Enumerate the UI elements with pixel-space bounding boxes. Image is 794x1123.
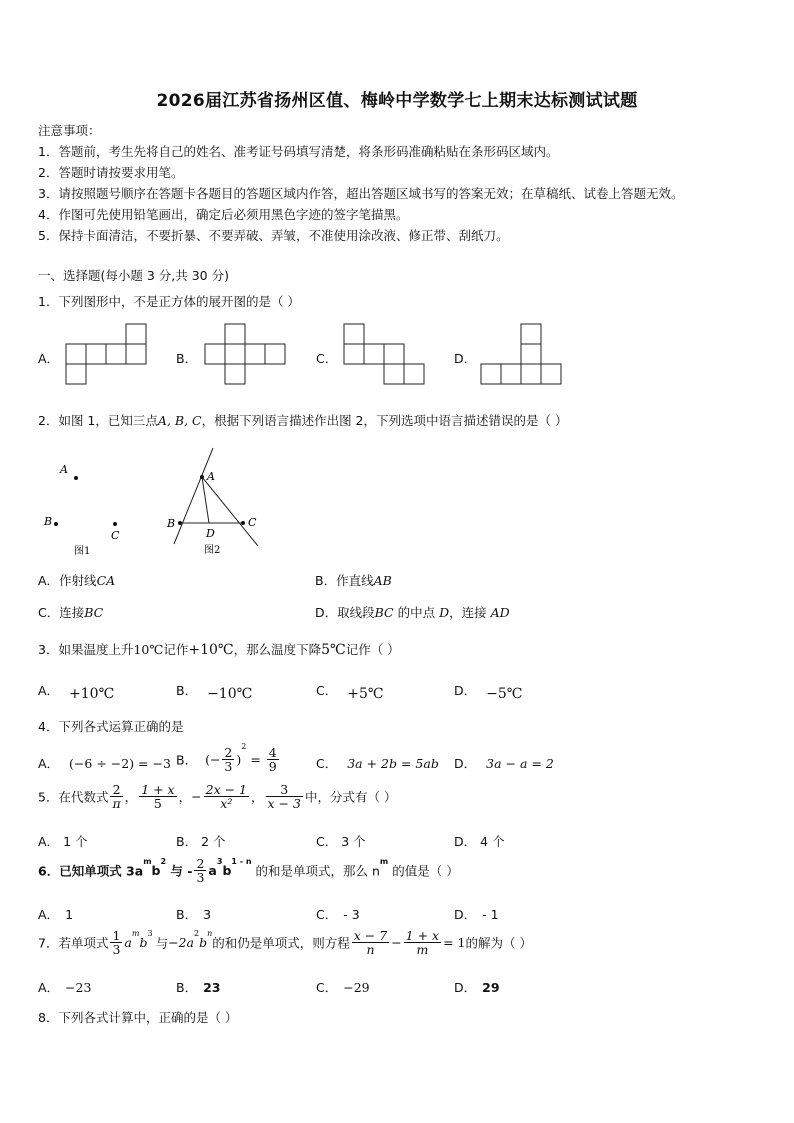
- q1-net-a: [60, 322, 160, 390]
- q3-option-b: B． −10℃: [176, 683, 253, 702]
- q1-label-d: D．: [454, 351, 477, 366]
- q3-option-a: A． +10℃: [38, 683, 115, 702]
- fig2-label-d: D: [206, 527, 215, 540]
- q5-option-c: C． 3 个: [316, 834, 366, 849]
- fig1-label-b: B: [44, 515, 53, 528]
- q3-option-c: C． +5℃: [316, 683, 384, 702]
- q4-stem: 4．下列各式运算正确的是: [38, 719, 184, 734]
- fig2-caption: 图2: [204, 545, 221, 556]
- fig1-point-a: [74, 476, 78, 480]
- q5-stem: 5．在代数式 $\frac{2}{\pi}$ ， $\frac{1 + x}{5}$ ，− $\frac{2x - 1}{\text{x²}}$ ， $\frac{3}{x - 3}$ 中，分式有（ ）: [38, 782, 397, 812]
- q1-net-d: [476, 322, 576, 390]
- notice-item-1: 1．答题前，考生先将自己的姓名、准考证号码填写清楚，将条形码准确粘贴在条形码区域内。: [38, 144, 559, 159]
- q4-option-d: D． 3a − a = 2: [454, 756, 554, 771]
- q2-figure-2: [160, 442, 270, 564]
- fig1-label-a: A: [60, 463, 68, 476]
- fig2-label-c: C: [248, 516, 257, 529]
- notice-item-2: 2．答题时请按要求用笔。: [38, 165, 184, 180]
- q5-option-a: A． 1 个: [38, 834, 88, 849]
- q8-stem: 8．下列各式计算中，正确的是（ ）: [38, 1010, 238, 1025]
- q2-option-a: A．作射线CA: [38, 573, 116, 588]
- q4-option-c: C． 3a + 2b = 5ab: [316, 756, 439, 771]
- fig1-caption: 图1: [74, 546, 91, 557]
- q6-option-c: C． - 3: [316, 907, 360, 922]
- q7-option-d: D． 29: [454, 980, 500, 995]
- fig1-label-c: C: [111, 529, 120, 542]
- q1-label-a: A．: [38, 351, 60, 366]
- q6-option-a: A． 1: [38, 907, 74, 922]
- q1-stem: 1．下列图形中，不是正方体的展开图的是（ ）: [38, 294, 300, 309]
- fig1-point-b: [54, 522, 58, 526]
- q5-option-d: D． 4 个: [454, 834, 505, 849]
- q7-option-a: A． −23: [38, 980, 92, 995]
- q2-option-b: B．作直线AB: [315, 573, 392, 588]
- q2-option-d: D．取线段BC 的中点 D，连接 AD: [315, 605, 510, 620]
- q6-stem: 6．已知单项式 $3a^mb^2$ 与 - $\frac{2}{3}$ $a^3b^{1 - n}$ 的和是单项式，那么 $n^m$ 的值是（ ）: [38, 856, 459, 886]
- fig1-point-c: [113, 522, 117, 526]
- q4-option-b: B． (− $\frac{2}{3}$ )$^2$ = $\frac{4}{9}$: [176, 742, 277, 774]
- q1-label-c: C．: [316, 351, 338, 366]
- q3-stem: 3．如果温度上升10℃记作+10℃，那么温度下降5℃记作（ ）: [38, 642, 400, 658]
- notice-item-4: 4．作图可先使用铅笔画出，确定后必须用黑色字迹的签字笔描黑。: [38, 207, 409, 222]
- q2-figure-1: [38, 455, 138, 565]
- q2-stem: 2．如图 1，已知三点A, B, C，根据下列语言描述作出图 2，下列选项中语言描述错误的是（ ）: [38, 413, 568, 428]
- q2-option-c: C．连接BC: [38, 605, 104, 620]
- notice-heading: 注意事项：: [38, 123, 101, 138]
- q6-option-b: B． 3: [176, 907, 212, 922]
- q1-label-b: B．: [176, 351, 198, 366]
- q7-stem: 7．若单项式 $\frac{1}{3}$ $a^mb^3$与$-2a^2b^n$的和仍是单项式，则方程 $\frac{x - 7}{n}$ − $\frac{1 + x}{m}$ = 1的解为（ ）: [38, 928, 532, 958]
- notice-item-5: 5．保持卡面清洁，不要折暴、不要弄破、弄皱，不准使用涂改液、修正带、刮纸刀。: [38, 228, 509, 243]
- q1-net-c: [340, 322, 440, 390]
- page-title: 2026届江苏省扬州区值、梅岭中学数学七上期末达标测试试题: [156, 91, 638, 111]
- q7-option-b: B． 23: [176, 980, 221, 995]
- q4-option-a: A． (−6 ÷ −2) = −3: [38, 756, 171, 771]
- notice-item-3: 3．请按照题号顺序在答题卡各题目的答题区域内作答，超出答题区域书写的答案无效；在草稿纸、试卷上答题无效。: [38, 186, 684, 201]
- fig2-label-b: B: [167, 517, 176, 530]
- section-heading: 一、选择题(每小题 3 分,共 30 分): [38, 268, 229, 283]
- q6-option-d: D． - 1: [454, 907, 499, 922]
- q5-option-b: B． 2 个: [176, 834, 226, 849]
- q7-option-c: C． −29: [316, 980, 370, 995]
- q3-option-d: D． −5℃: [454, 683, 523, 702]
- q1-net-b: [200, 322, 300, 390]
- fig2-label-a: A: [207, 470, 215, 483]
